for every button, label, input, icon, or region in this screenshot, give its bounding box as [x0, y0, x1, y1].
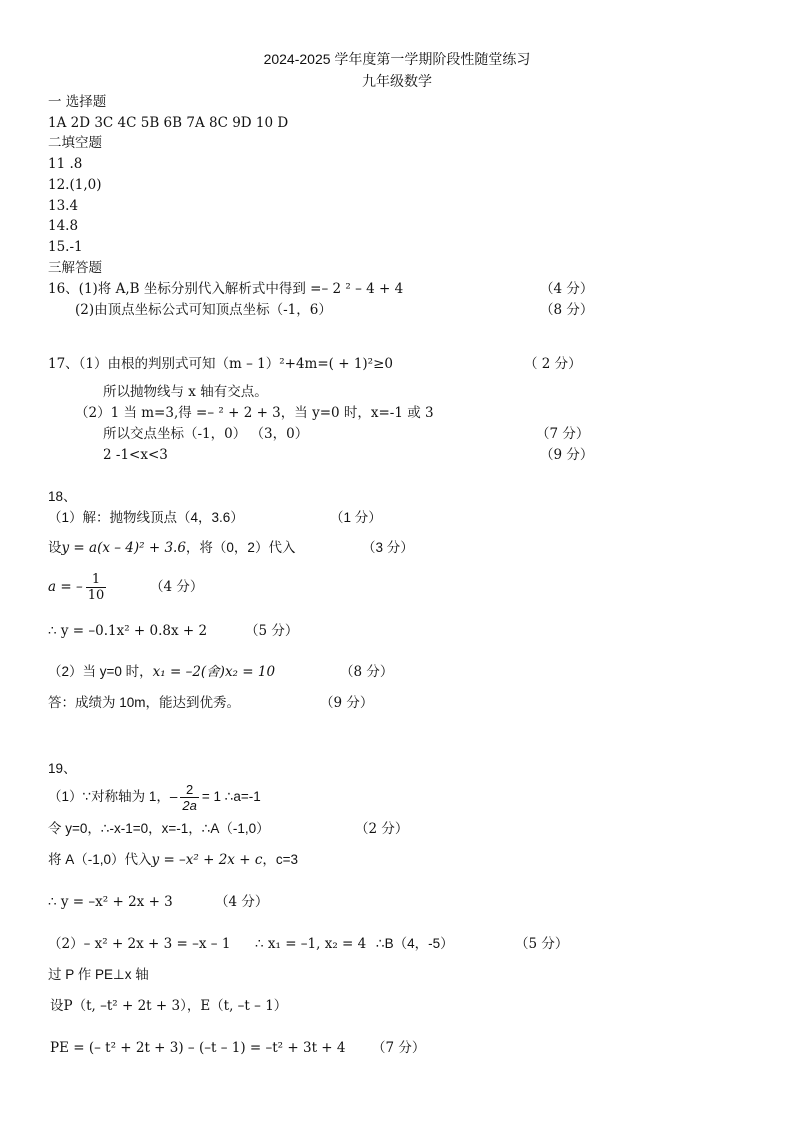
q17-line4-score: （7 分） — [536, 426, 590, 442]
q19-line2: 令 y=0，∴-x-1=0，x=-1，∴A（-1,0） — [48, 821, 270, 836]
q16-line1: 16、(1)将 A,B 坐标分别代入解析式中得到 =– 2 ² – 4 + 4 — [48, 281, 404, 297]
q19-line1-suffix: = 1 ∴a=-1 — [201, 789, 261, 804]
q18-line3-denominator: 10 — [87, 588, 105, 603]
q16-line1-score: （4 分） — [540, 281, 594, 297]
q19-line1-minus: – — [169, 789, 178, 804]
q18-line3-numerator: 1 — [86, 572, 107, 588]
q19-line1-numerator: 2 — [180, 782, 198, 798]
section2-heading: 二填空题 — [48, 135, 102, 151]
section1-answers: 1A 2D 3C 4C 5B 6B 7A 8C 9D 10 D — [48, 115, 289, 131]
q18-line5-score: （8 分） — [340, 664, 394, 680]
q17-line4: 所以交点坐标（-1，0） （3，0） — [103, 426, 309, 442]
q18-line5-prefix: （2）当 y=0 时， — [48, 664, 153, 679]
q18-line3-prefix: a = – — [48, 579, 83, 595]
q18-line4: ∴ y = –0.1x² + 0.8x + 2 — [48, 623, 208, 639]
answer-14: 14.8 — [48, 218, 79, 234]
q19-line5-score: （5 分） — [515, 936, 569, 952]
q18-line2-prefix: 设 — [48, 540, 62, 555]
q19-line5c: ∴B（4，-5） — [376, 936, 454, 951]
q18-line3 — [48, 570, 109, 604]
q16-line2-score: （8 分） — [540, 302, 594, 318]
q19-line7: 设P（t, –t² + 2t + 3），E（t, –t – 1） — [50, 998, 288, 1014]
section3-heading: 三解答题 — [48, 260, 102, 276]
q17-line5-score: （9 分） — [540, 447, 594, 463]
section1-heading: 一 选择题 — [48, 94, 107, 110]
q18-line6: 答：成绩为 10m，能达到优秀。 — [48, 695, 241, 710]
page-title: 2024-2025 学年度第一学期阶段性随堂练习 — [263, 51, 531, 67]
q16-line2: (2)由顶点坐标公式可知顶点坐标（-1，6） — [75, 302, 332, 318]
q18-line4-score: （5 分） — [245, 623, 299, 639]
q19-line1-denominator: 2a — [182, 797, 197, 813]
q18-label: 18、 — [48, 489, 77, 504]
q18-line3-score: （4 分） — [150, 579, 204, 595]
answer-15: 15.-1 — [48, 239, 83, 255]
q18-line3-fraction — [86, 572, 107, 603]
q18-line5 — [48, 663, 275, 681]
q19-line6: 过 P 作 PE⊥x 轴 — [48, 967, 149, 982]
q18-line1-score: （1 分） — [330, 510, 382, 525]
q19-line3-prefix: 将 A（-1,0）代入 — [48, 852, 152, 867]
q18-line5-formula: x₁ = –2(舍)x₂ = 10 — [152, 664, 276, 680]
q18-line2-score: （3 分） — [362, 540, 414, 555]
q18-line2-suffix: ，将（0，2）代入 — [185, 540, 296, 555]
q19-line1-fraction — [180, 782, 198, 813]
q17-line3: （2）1 当 m=3,得 =– ² + 2 + 3，当 y=0 时，x=-1 或 3 — [75, 405, 434, 421]
q19-line4: ∴ y = –x² + 2x + 3 — [48, 894, 173, 910]
q19-line8-score: （7 分） — [372, 1040, 426, 1056]
q19-line3 — [48, 851, 298, 869]
q19-line3-suffix: ，c=3 — [262, 852, 299, 867]
q19-line8: PE = (– t² + 2t + 3) – (–t – 1) = –t² + 3t + 4 — [50, 1040, 346, 1056]
q19-line5a: （2）– x² + 2x + 3 = –x – 1 — [48, 936, 231, 952]
q17-line5: 2 -1<x<3 — [103, 447, 168, 463]
answer-12: 12.(1,0) — [48, 177, 102, 193]
answer-13: 13.4 — [48, 198, 79, 214]
q17-line1: 17、（1）由根的判别式可知（m – 1）²+4m=( + 1)²≥0 — [48, 356, 393, 372]
q19-line2-score: （2 分） — [355, 821, 409, 837]
q18-line2 — [48, 539, 295, 557]
q18-line6-score: （9 分） — [320, 695, 374, 711]
page-subtitle: 九年级数学 — [362, 73, 432, 89]
q19-line4-score: （4 分） — [215, 894, 269, 910]
q19-label: 19、 — [48, 761, 77, 776]
q19-line5b: ∴ x₁ = –1, x₂ = 4 — [255, 936, 367, 952]
q17-line1-score: （ 2 分） — [524, 356, 582, 372]
q19-line3-formula: y = –x² + 2x + c — [151, 852, 263, 868]
q18-line1: （1）解：抛物线顶点（4，3.6） — [48, 510, 244, 525]
q19-line1-prefix: （1）∵对称轴为 1， — [48, 789, 170, 804]
answer-11: 11 .8 — [48, 156, 83, 172]
q19-line1 — [48, 780, 261, 814]
q17-line2: 所以抛物线与 x 轴有交点。 — [103, 384, 268, 400]
q18-line2-formula: y = a(x – 4)² + 3.6 — [61, 540, 186, 556]
